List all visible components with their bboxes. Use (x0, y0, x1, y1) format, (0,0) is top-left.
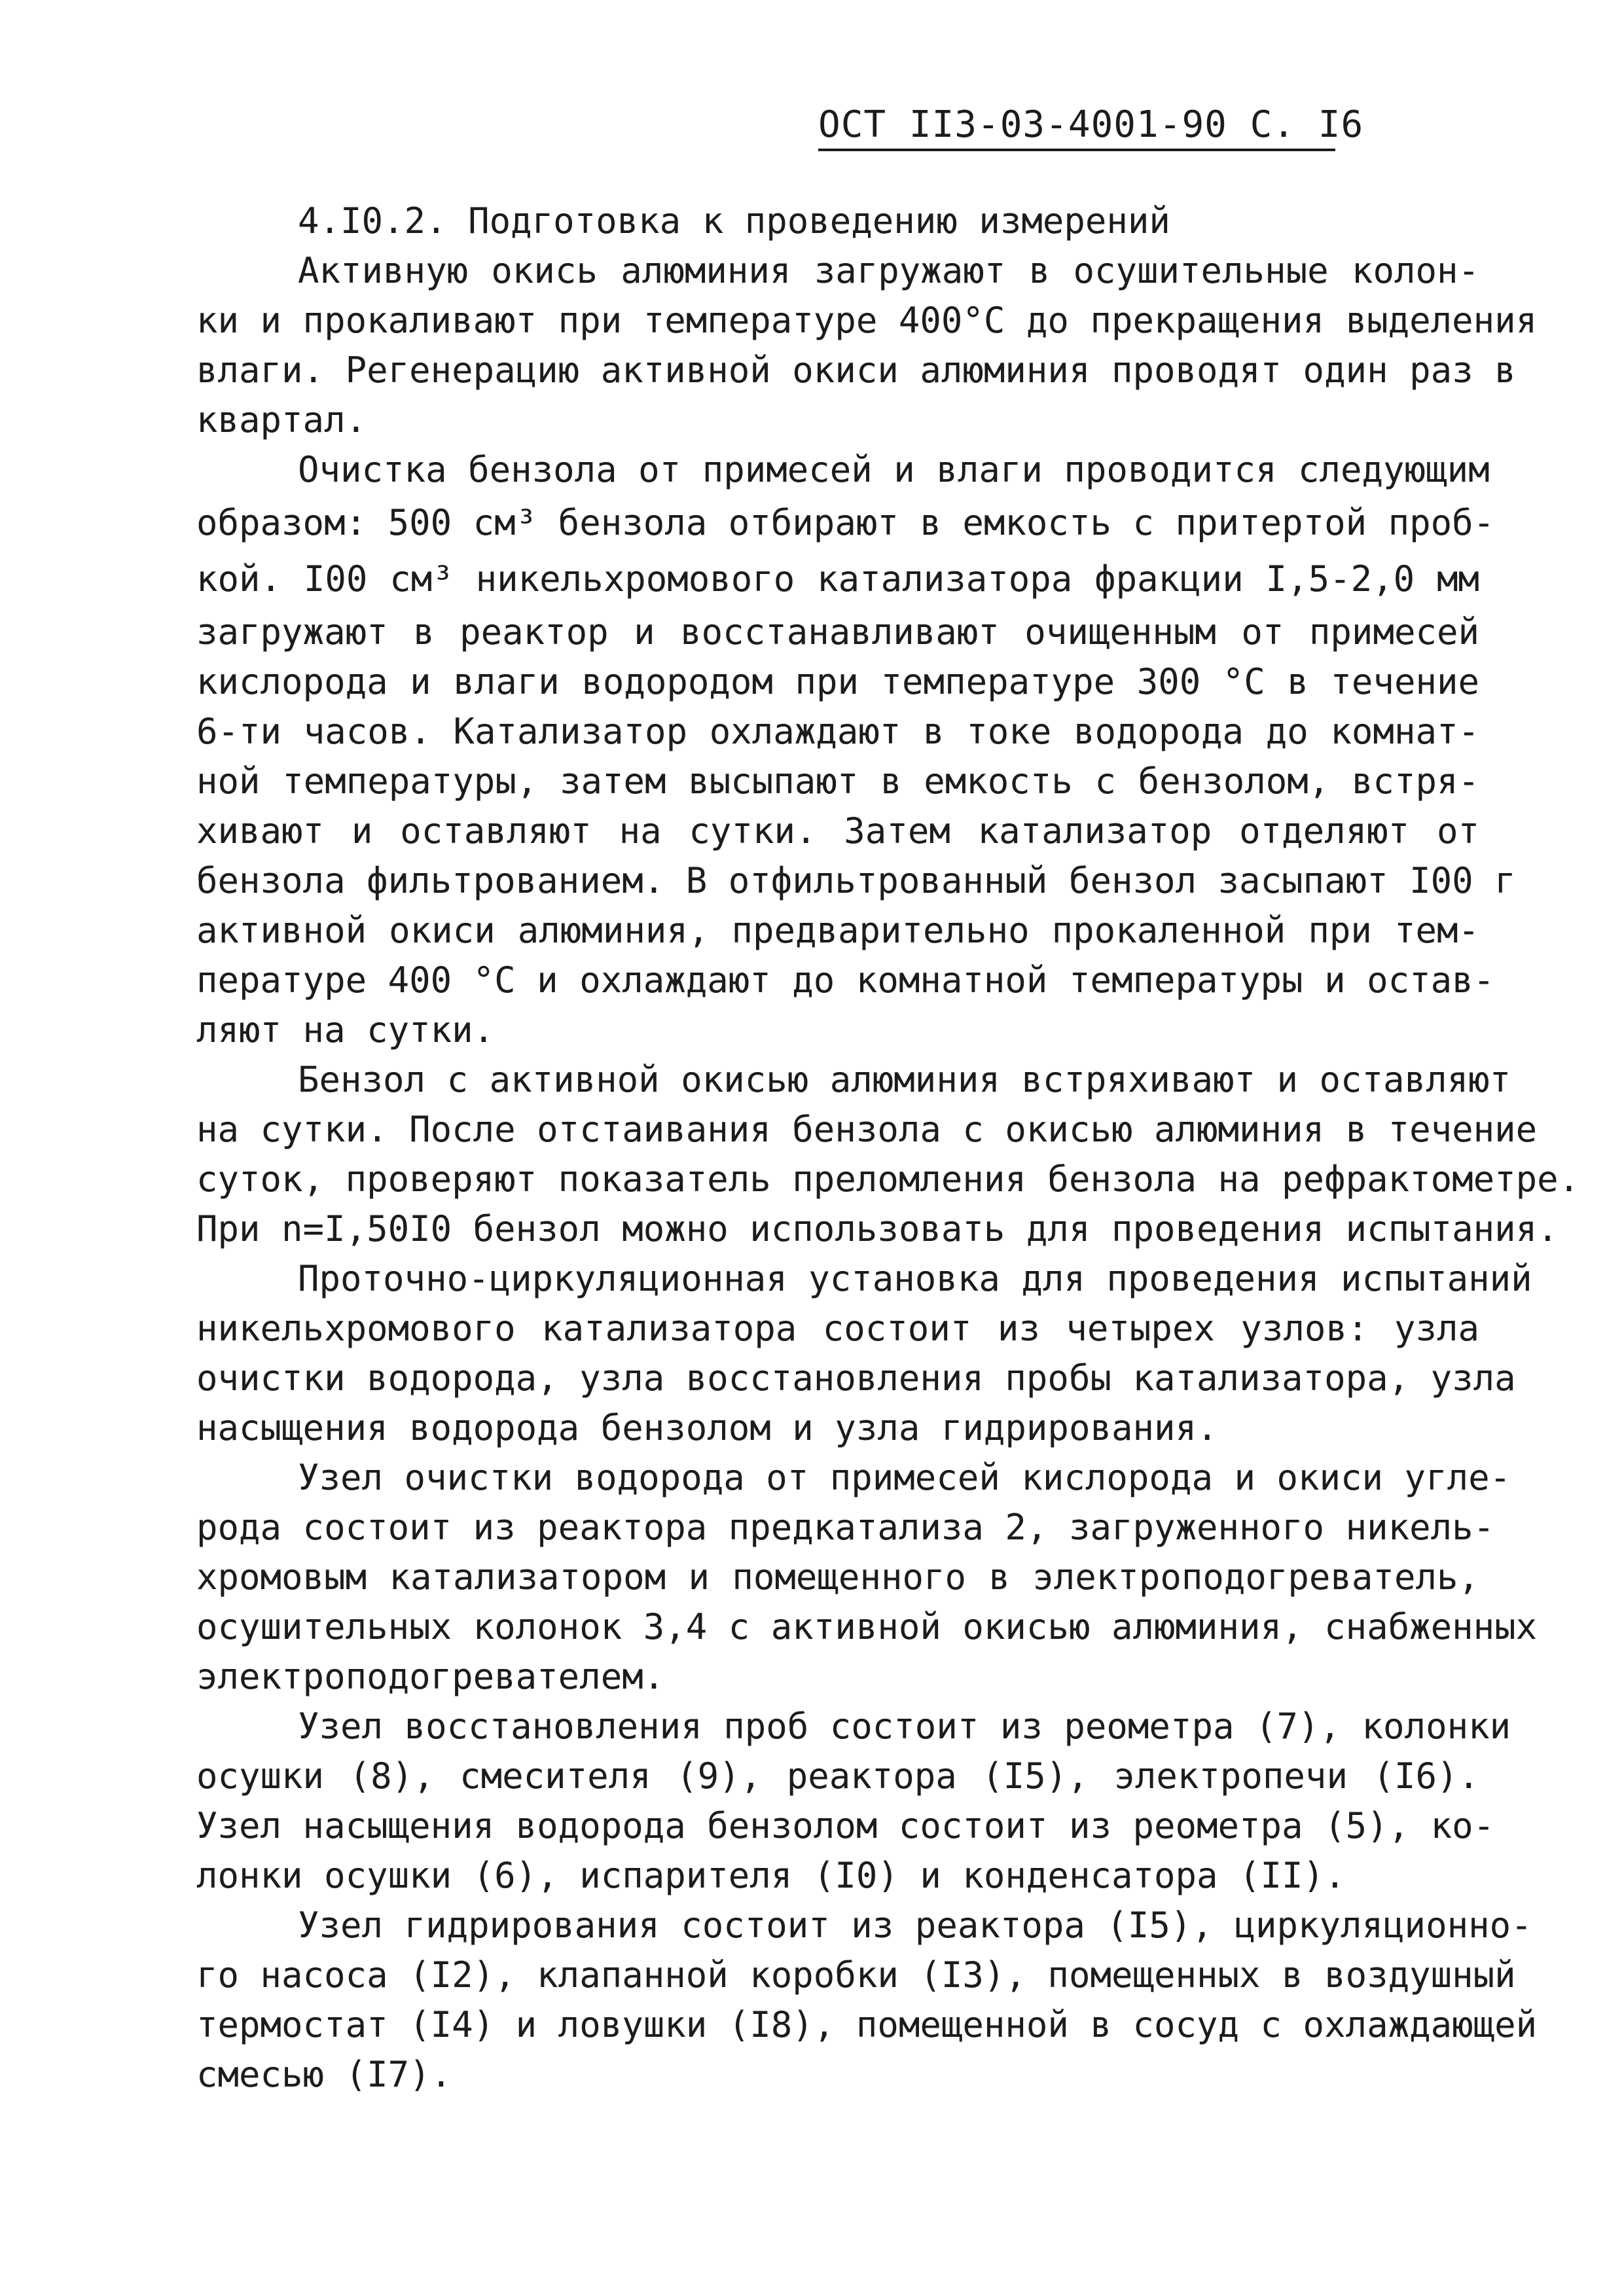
paragraph-hydrogenation-unit (196, 1901, 1538, 2100)
text-line: Проточно-циркуляционная установка для проведения испытаний (298, 1258, 1532, 1299)
text-line: ляют на сутки. (196, 1009, 495, 1050)
paragraph-hydrogen-purification-unit (196, 1453, 1538, 1702)
text-line: квартал. (196, 399, 367, 440)
paragraph-installation-overview (196, 1254, 1532, 1453)
paragraph-alumina-prep (196, 246, 1538, 445)
text-line: никельхромового катализатора состоит из четырех узлов: узла (196, 1308, 1479, 1349)
text-line: насыщения водорода бензолом и узла гидрирования. (196, 1407, 1218, 1448)
page-header-doc-ref: ОСТ II3-03-4001-90 С. I6 (818, 103, 1335, 151)
text-line: смесью (I7). (196, 2054, 452, 2095)
paragraph-benzene-purification (196, 445, 1516, 1055)
text-line: электроподогревателем. (196, 1656, 665, 1697)
text-line: го насоса (I2), клапанной коробки (I3), помещенных в воздушный (196, 1954, 1516, 1996)
text-line: Активную окись алюминия загружают в осушительные колон- (298, 250, 1479, 291)
text-line: хромовым катализатором и помещенного в электроподогреватель, (196, 1556, 1479, 1598)
text-line: ки и прокаливают при температуре 400°С до прекращения выделения (196, 300, 1538, 341)
text-line: Бензол с активной окисью алюминия встряхивают и оставляют (298, 1059, 1511, 1100)
text-line: влаги. Регенерацию активной окиси алюминия проводят один раз в (196, 350, 1516, 391)
text-line: ной температуры, затем высыпают в емкость с бензолом, встря- (196, 761, 1479, 802)
section-heading: 4.I0.2. Подготовка к проведению измерений (298, 200, 1170, 242)
text-line: 6-ти часов. Катализатор охлаждают в токе водорода до комнат- (196, 711, 1479, 752)
text-line: Очистка бензола от примесей и влаги проводится следующим (298, 449, 1490, 490)
text-line: загружают в реактор и восстанавливают очищенным от примесей (196, 611, 1479, 653)
text-line: на сутки. После отстаивания бензола с окисью алюминия в течение (196, 1109, 1538, 1150)
text-line: хивают и оставляют на сутки. Затем катализатор отделяют от (196, 810, 1479, 852)
text-line: суток, проверяют показатель преломления бензола на рефрактометре. (196, 1158, 1580, 1200)
text-line: образом: 500 см³ бензола отбирают в емкость с притертой проб- (196, 502, 1495, 543)
text-line: осушительных колонок 3,4 с активной окисью алюминия, снабженных (196, 1606, 1538, 1647)
document-body (196, 196, 1580, 2100)
text-line: активной окиси алюминия, предварительно прокаленной при тем- (196, 910, 1479, 951)
text-line: очистки водорода, узла восстановления пробы катализатора, узла (196, 1357, 1516, 1399)
paragraph-reduction-saturation-units (196, 1702, 1511, 1901)
text-line: рода состоит из реактора предкатализа 2, загруженного никель- (196, 1507, 1495, 1548)
text-line: Узел гидрирования состоит из реактора (I5), циркуляционно- (298, 1905, 1532, 1946)
text-line: лонки осушки (6), испарителя (I0) и конденсатора (II). (196, 1855, 1346, 1896)
text-line: осушки (8), смесителя (9), реактора (I5), электропечи (I6). (196, 1755, 1479, 1797)
text-line: При n=I,50I0 бензол можно использовать для проведения испытания. (196, 1208, 1559, 1249)
text-line: Узел очистки водорода от примесей кислорода и окиси угле- (298, 1457, 1511, 1498)
text-line: кой. I00 см³ никельхромового катализатора фракции I,5-2,0 мм (196, 558, 1479, 600)
text-line: бензола фильтрованием. В отфильтрованный бензол засыпают I00 г (196, 860, 1516, 901)
text-line: пературе 400 °С и охлаждают до комнатной температуры и остав- (196, 960, 1495, 1001)
text-line: кислорода и влаги водородом при температуре 300 °С в течение (196, 661, 1479, 702)
text-line: Узел восстановления проб состоит из реометра (7), колонки (298, 1706, 1511, 1747)
paragraph-refractometer-check (196, 1055, 1580, 1254)
text-line: термостат (I4) и ловушки (I8), помещенной в сосуд с охлаждающей (196, 2004, 1538, 2045)
text-line: Узел насыщения водорода бензолом состоит из реометра (5), ко- (196, 1805, 1495, 1846)
